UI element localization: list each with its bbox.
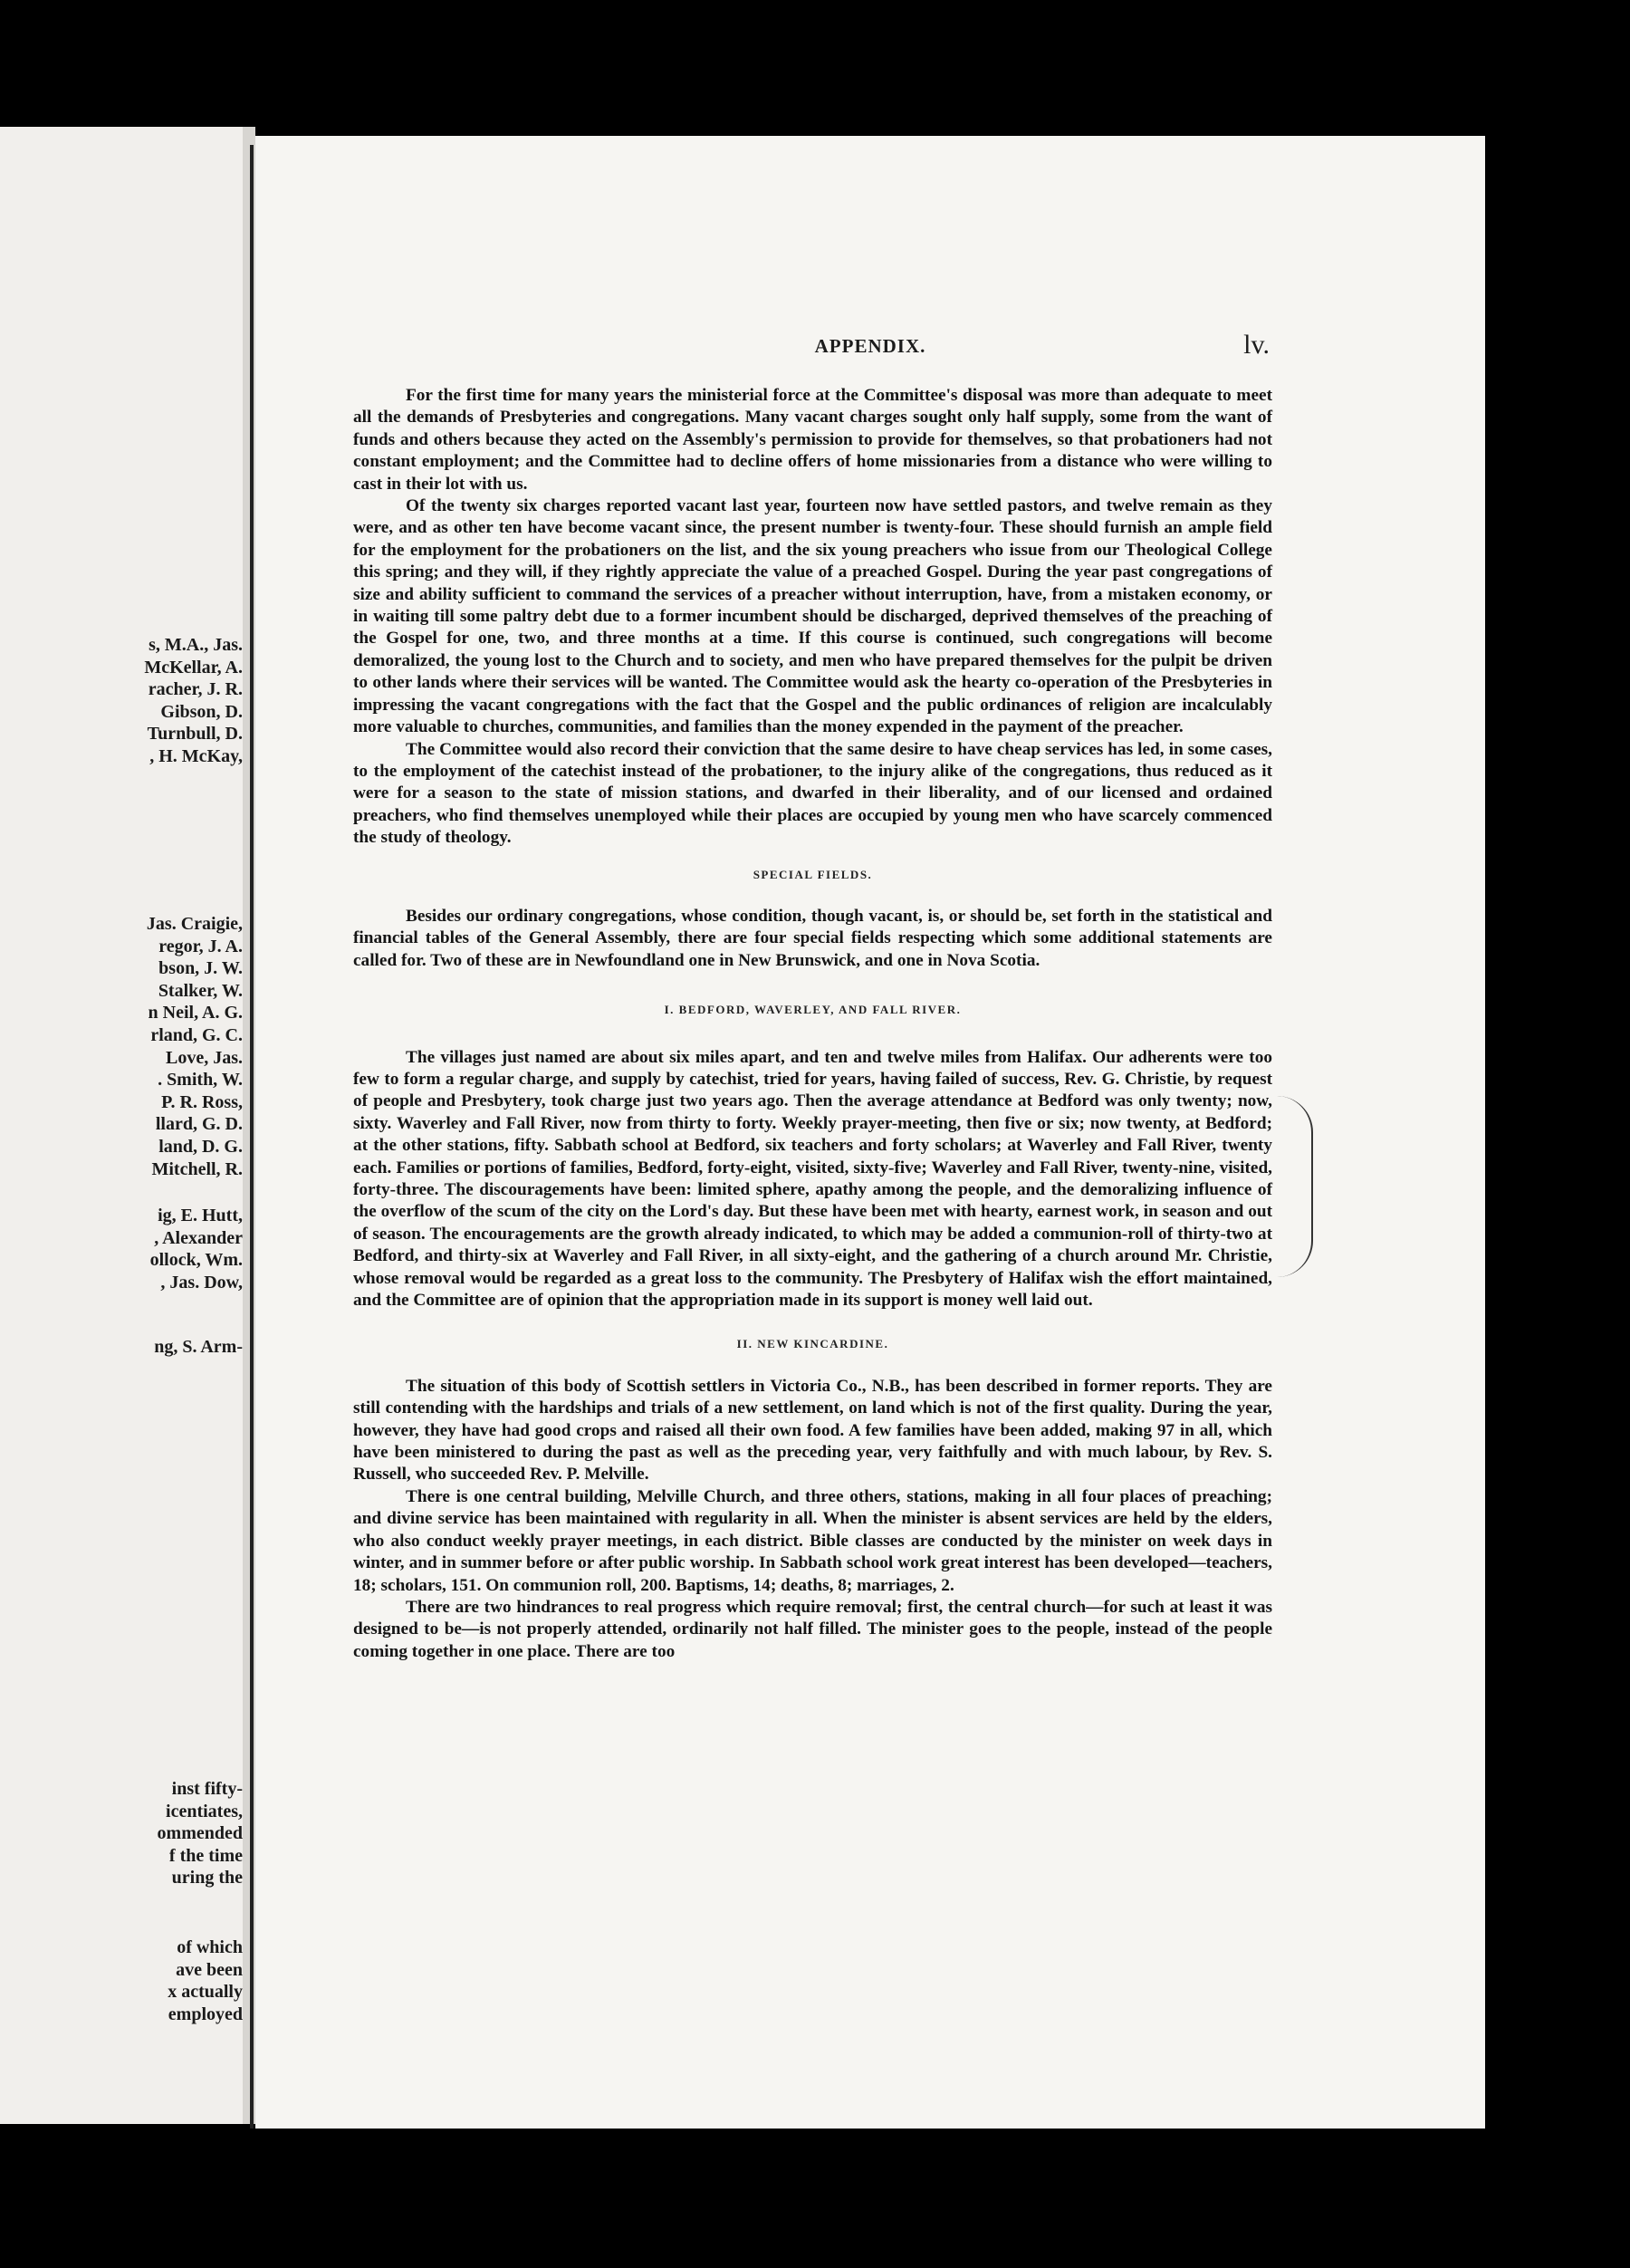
margin-line: of which bbox=[177, 1937, 243, 1957]
margin-line: employed bbox=[168, 2004, 243, 2024]
margin-line: , Alexander bbox=[154, 1227, 243, 1248]
margin-line: , Jas. Dow, bbox=[160, 1272, 243, 1293]
margin-line: Turnbull, D. bbox=[147, 724, 243, 745]
margin-line: n Neil, A. G. bbox=[148, 1003, 243, 1023]
margin-pencil-mark bbox=[1275, 1096, 1313, 1277]
margin-line: . Smith, W. bbox=[158, 1070, 243, 1091]
margin-line: , H. McKay, bbox=[149, 745, 243, 766]
margin-line: x actually bbox=[168, 1982, 243, 2003]
margin-line: racher, J. R. bbox=[148, 679, 243, 700]
margin-line: s, M.A., Jas. bbox=[149, 635, 243, 655]
paragraph: The villages just named are about six miles apart, and ten and twelve miles from Halifax. Our adherents were too few to form a regular charge, and supply by catechist, tried for years, having failed of success, Rev. G. Christie, by request of people and Presbytery, took charge just two years ago. Then the average attendance at Bedford was only twenty; now, sixty. Waverley and Fall River, now from thirty to forty. Weekly prayer-meeting, then five or six; now twenty, at Bedford; at the other stations, fifty. Sabbath school at Bedford, six teachers and forty scholars; at Waverley and Fall River, twenty each. Families or portions of families, Bedford, forty-eight, visited, sixty-five; Waverley and Fall River, twenty-nine, visited, forty-three. The discouragements have been: limited sphere, apathy among the people, and the demoralizing influence of the overflow of the scum of the city on the Lord's day. But these have been met with hearty, earnest work, in season and out of season. The encouragements are the growth already indicated, to which may be added a communion-roll of thirty-two at Bedford, and thirty-six at Waverley and Fall River, in all sixty-eight, and the gathering of a church around Mr. Christie, whose removal would be regarded as a great loss to the community. The Presbytery of Halifax wish the effort maintained, and the Committee are of opinion that the appropriation made in its support is money well laid out. bbox=[353, 1047, 1272, 1311]
section-heading-bedford: I. BEDFORD, WAVERLEY, AND FALL RIVER. bbox=[664, 1003, 962, 1017]
section-heading-new-kincardine: II. NEW KINCARDINE. bbox=[736, 1337, 889, 1351]
margin-line: McKellar, A. bbox=[144, 657, 243, 678]
margin-line: ave been bbox=[176, 1959, 243, 1980]
left-margin-block bbox=[7, 1336, 243, 1359]
margin-line: ollock, Wm. bbox=[149, 1250, 243, 1271]
margin-line: Jas. Craigie, bbox=[146, 914, 243, 934]
running-title: APPENDIX. bbox=[814, 335, 926, 357]
paragraph: There are two hindrances to real progress which require removal; first, the central church—for such at least it was designed to be—is not properly attended, ordinarily not half filled. The minister goes to the people, instead of the people coming together in one place. There are too bbox=[353, 1597, 1272, 1661]
margin-line: rland, G. C. bbox=[150, 1024, 243, 1045]
margin-line: ig, E. Hutt, bbox=[158, 1206, 243, 1225]
margin-line: Mitchell, R. bbox=[151, 1158, 243, 1179]
margin-line: llard, G. D. bbox=[155, 1114, 243, 1135]
left-margin-block bbox=[7, 1936, 243, 2025]
margin-line: uring the bbox=[171, 1868, 243, 1888]
margin-line: P. R. Ross, bbox=[161, 1091, 243, 1112]
margin-line: ng, S. Arm- bbox=[154, 1337, 243, 1357]
left-margin-block bbox=[7, 1778, 243, 1889]
margin-line: Gibson, D. bbox=[160, 701, 243, 722]
left-margin-block bbox=[7, 634, 243, 768]
margin-line: icentiates, bbox=[166, 1801, 243, 1821]
margin-line: land, D. G. bbox=[158, 1136, 243, 1157]
paragraph: Of the twenty six charges reported vacant last year, fourteen now have settled pastors, and twelve remain as they were, and as other ten have become vacant since, the present number is twenty-four. These should furnish an ample field for the employment for the probationers on the list, and the six young preachers who issue from our Theological College this spring; and they will, if they rightly appreciate the value of a preached Gospel. During the year past congregations of size and ability sufficient to command the services of a preacher without interruption, have, from a mistaken economy, or in waiting till some paltry debt due to a former incumbent should be discharged, deprived themselves of the preaching of the Gospel for one, two, and three months at a time. If this course is continued, such congregations will become demoralized, the young lost to the Church and to society, and men who have prepared themselves for the pulpit be driven to other lands where their services will be wanted. The Committee would ask the hearty co-operation of the Presbyteries in impressing the vacant congregations with the fact that the Gospel and the public ordinances of religion are incalculably more valuable to churches, communities, and families than the money expended in the payment of the preacher. bbox=[353, 496, 1272, 737]
left-margin-block bbox=[7, 1205, 243, 1293]
section-heading-special-fields: SPECIAL FIELDS. bbox=[753, 867, 873, 881]
page-header bbox=[255, 330, 1485, 371]
paragraph: There is one central building, Melville Church, and three others, stations, making in all four places of preaching; and divine service has been maintained with regularity in all. When the minister is absent services are held by the elders, who also conduct weekly prayer meetings, in each district. Bible classes are conducted by the minister on week days in winter, and in summer before or after public worship. In Sabbath school work great interest has been developed—teachers, 18; scholars, 151. On communion roll, 200. Baptisms, 14; deaths, 8; marriages, 2. bbox=[353, 1486, 1272, 1595]
paragraph: For the first time for many years the ministerial force at the Committee's disposal was more than adequate to meet all the demands of Presbyteries and congregations. Many vacant charges sought only half supply, some from the want of funds and others because they acted on the Assembly's permission to provide for themselves, so that probationers had not constant employment; and the Committee had to decline offers of home missionaries from a distance who were willing to cast in their lot with us. bbox=[353, 386, 1272, 494]
margin-line: inst fifty- bbox=[171, 1779, 243, 1799]
margin-line: f the time bbox=[168, 1845, 243, 1866]
margin-line: bson, J. W. bbox=[158, 958, 243, 979]
paragraph: The situation of this body of Scottish settlers in Victoria Co., N.B., has been described in former reports. They are still contending with the hardships and trials of a new settlement, on land which is not of the first quality. During the year, however, they have had good crops and raised all their own food. A few families have been added, making 97 in all, which have been ministered to during the past as well as the preceding year, very faithfully and with much labour, by Rev. S. Russell, who succeeded Rev. P. Melville. bbox=[353, 1376, 1272, 1485]
margin-line: Love, Jas. bbox=[166, 1047, 243, 1068]
paragraph: Besides our ordinary congregations, whose condition, though vacant, is, or should be, set forth in the statistical and financial tables of the General Assembly, there are four special fields respecting which some additional statements are called for. Two of these are in Newfoundland one in New Brunswick, and one in Nova Scotia. bbox=[353, 906, 1272, 970]
left-margin-block bbox=[7, 913, 243, 1180]
gutter-shadow bbox=[250, 145, 254, 2129]
margin-line: ommended bbox=[157, 1823, 243, 1844]
left-facing-page bbox=[0, 127, 243, 2124]
body-text bbox=[353, 385, 1272, 1663]
margin-line: regor, J. A. bbox=[158, 936, 243, 956]
page-number: lv. bbox=[1243, 330, 1270, 360]
margin-line: Stalker, W. bbox=[158, 980, 243, 1001]
paragraph: The Committee would also record their conviction that the same desire to have cheap services has led, in some cases, to the employment of the catechist instead of the probationer, to the injury alike of the congregations, thus reduced as it were for a season to the state of mission stations, and dwarfed in their liberality, and of our licensed and ordained preachers, who find themselves unemployed while their places are occupied by young men who have scarcely commenced the study of theology. bbox=[353, 739, 1272, 848]
